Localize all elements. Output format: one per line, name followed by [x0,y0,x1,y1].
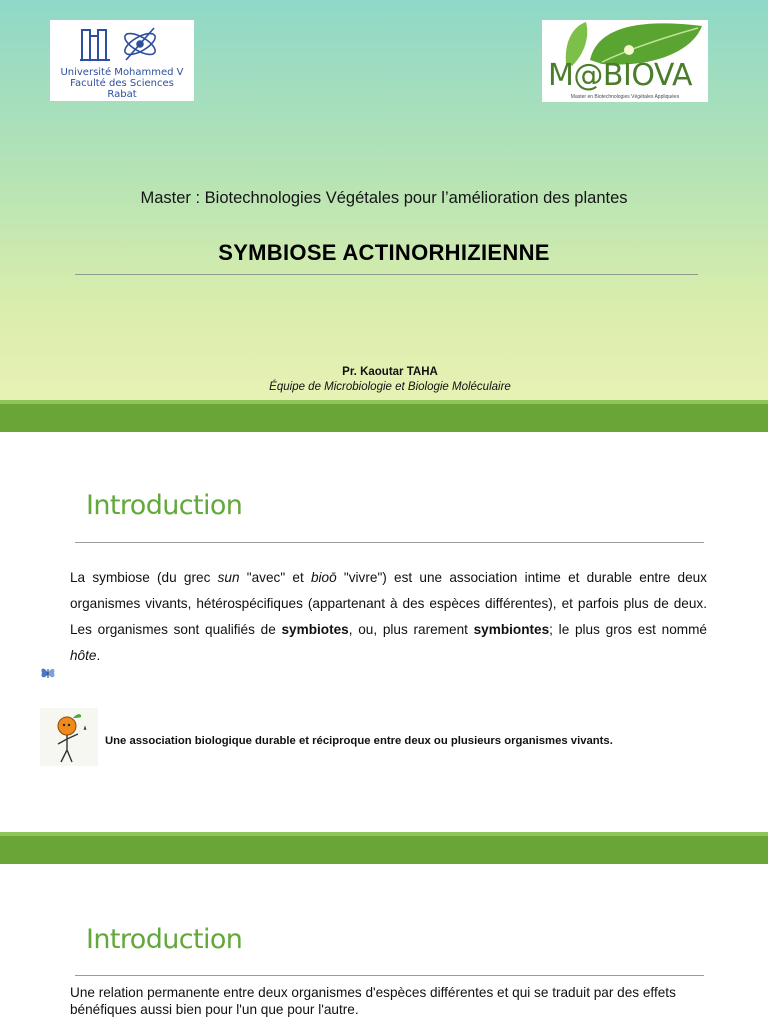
symbiosis-definition-paragraph: La symbiose (du grec sun "avec" et bioō "vivre") est une association intime et durable entre deux organismes vivants, hétérospécifiques (appartenant à des espèces différentes), et parfois plus de deux. Les organismes sont qualifiés de symbiotes, ou, plus rarement symbiontes; le plus gros est nommé hôte. [70,570,707,663]
faculty-name: Faculté des Sciences [70,78,174,89]
title-divider [75,274,698,275]
footer-band [0,400,768,432]
relation-paragraph: Une relation permanente entre deux organismes d'espèces différentes et qui se traduit par des effets bénéfiques aussi bien pour l'un que pour l'autre. [70,985,676,1017]
mabiova-tagline: Master en Biotechnologies Végétales Appliquées [570,94,680,100]
separator-band [0,832,768,864]
thinking-figure-icon [40,708,98,766]
association-definition: Une association biologique durable et réciproque entre deux ou plusieurs organismes vivants. [105,735,613,747]
master-program: Master : Biotechnologies Végétales pour l’amélioration des plantes [140,189,628,207]
university-name: Université Mohammed V [60,67,184,78]
presentation-title: SYMBIOSE ACTINORHIZIENNE [218,240,550,265]
author-name: Pr. Kaoutar TAHA [342,366,438,378]
slide2-divider [75,542,704,543]
city-name: Rabat [107,89,137,100]
title-slide [0,0,768,432]
slide2-heading: Introduction [86,490,243,521]
mabiova-logo [542,20,708,102]
slide3-divider [75,975,704,976]
university-emblem-icon [76,24,164,64]
mabiova-wordmark: M@BIOVA [548,58,693,93]
slide3-heading: Introduction [86,924,243,955]
butterfly-icon [40,666,56,680]
team-name: Équipe de Microbiologie et Biologie Moléculaire [269,381,511,393]
university-logo [50,20,194,101]
